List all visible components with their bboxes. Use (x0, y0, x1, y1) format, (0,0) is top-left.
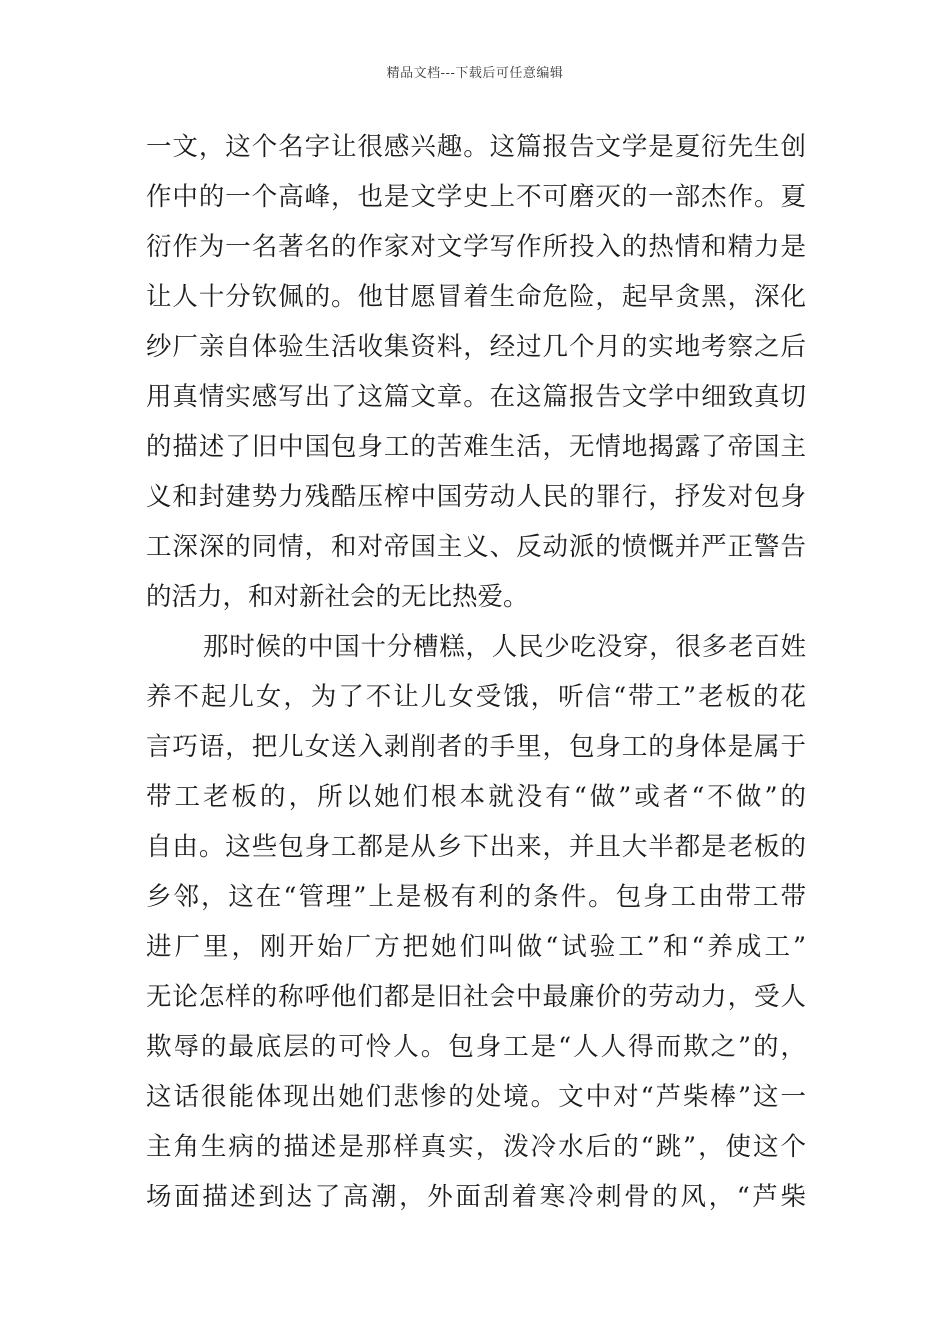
paragraph-1 (146, 122, 806, 622)
text-line: 这话很能体现出她们悲惨的处境。文中对“芦柴棒”这一 (146, 1082, 806, 1112)
text-line: 的描述了旧中国包身工的苦难生活，无情地揭露了帝国主 (146, 432, 806, 462)
text-line: 主角生病的描述是那样真实，泼冷水后的“跳”，使这个 (146, 1132, 806, 1162)
text-line: 用真情实感写出了这篇文章。在这篇报告文学中细致真切 (146, 382, 806, 412)
text-line: 一文，这个名字让很感兴趣。这篇报告文学是夏衍先生创 (146, 132, 806, 162)
text-line: 纱厂亲自体验生活收集资料，经过几个月的实地考察之后 (146, 332, 806, 362)
text-line: 欺辱的最底层的可怜人。包身工是“人人得而欺之”的， (146, 1032, 806, 1062)
text-line: 工深深的同情，和对帝国主义、反动派的愤慨并严正警告 (146, 532, 806, 562)
text-line: 义和封建势力残酷压榨中国劳动人民的罪行，抒发对包身 (146, 482, 806, 512)
text-line: 作中的一个高峰，也是文学史上不可磨灭的一部杰作。夏 (146, 182, 806, 212)
text-line: 带工老板的，所以她们根本就没有“做”或者“不做”的 (146, 782, 806, 812)
text-line: 那时候的中国十分槽糕，人民少吃没穿，很多老百姓 (203, 632, 806, 662)
text-line: 让人十分钦佩的。他甘愿冒着生命危险，起早贪黑，深化 (146, 282, 806, 312)
text-line: 乡邻，这在“管理”上是极有利的条件。包身工由带工带 (146, 882, 806, 912)
text-line: 自由。这些包身工都是从乡下出来，并且大半都是老板的 (146, 832, 806, 862)
text-line: 场面描述到达了高潮，外面刮着寒冷刺骨的风，“芦柴 (146, 1182, 806, 1212)
document-body (146, 122, 806, 1222)
text-line: 进厂里，刚开始厂方把她们叫做“试验工”和“养成工” (146, 932, 806, 962)
paragraph-2 (146, 622, 806, 1222)
page-header: 精品文档---下载后可任意编辑 (386, 66, 564, 81)
text-line: 无论怎样的称呼他们都是旧社会中最廉价的劳动力，受人 (146, 982, 806, 1012)
text-line: 的活力，和对新社会的无比热爱。 (146, 582, 529, 612)
text-line: 言巧语，把儿女送入剥削者的手里，包身工的身体是属于 (146, 732, 806, 762)
text-line: 养不起儿女，为了不让儿女受饿，听信“带工”老板的花 (146, 682, 806, 712)
text-line: 衍作为一名著名的作家对文学写作所投入的热情和精力是 (146, 232, 806, 262)
